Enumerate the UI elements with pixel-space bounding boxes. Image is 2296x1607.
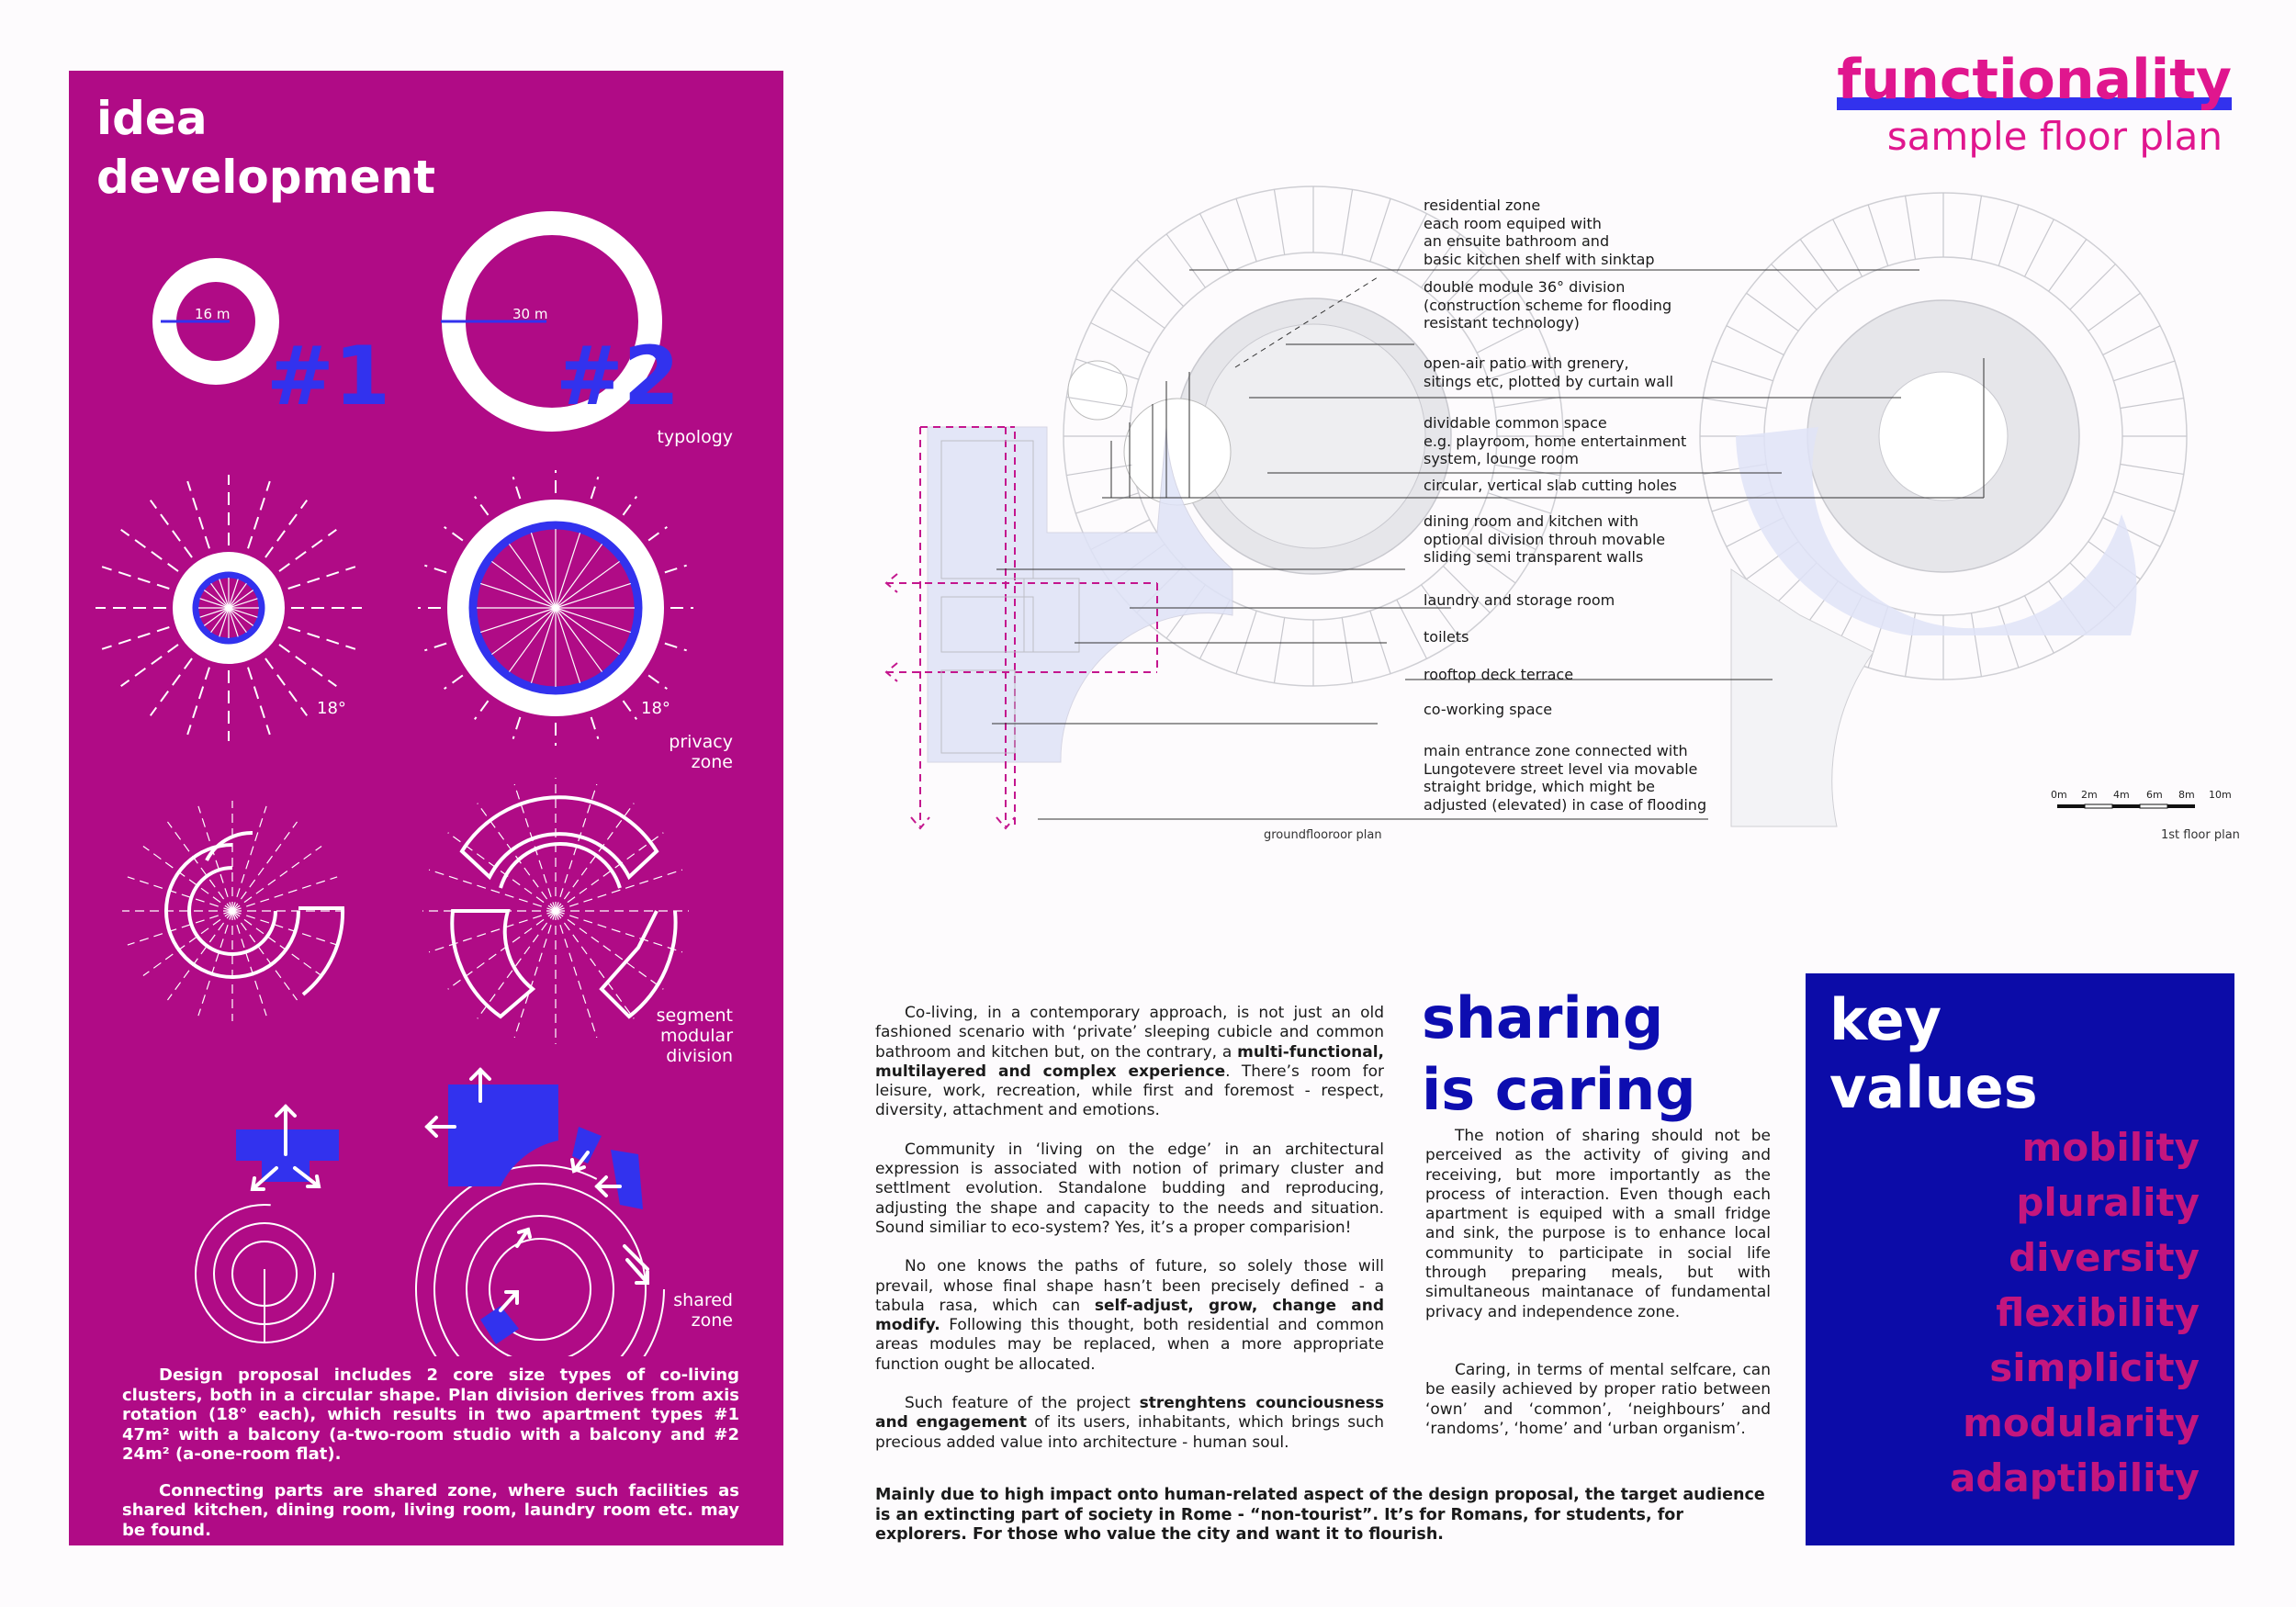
shared-block-4 xyxy=(611,1150,643,1209)
ray-line xyxy=(167,911,232,1000)
ray-line xyxy=(121,530,178,571)
ray-line xyxy=(1972,613,1982,677)
ray-line xyxy=(232,846,321,911)
ray-line xyxy=(102,627,169,649)
key-value-item: simplicity xyxy=(1989,1345,2200,1390)
ray-line xyxy=(445,527,463,541)
ray-line xyxy=(648,527,667,541)
sharing-text xyxy=(1425,1127,1771,1478)
annotation-co-working: co-working space xyxy=(1424,701,1553,718)
ray-line xyxy=(187,668,209,735)
ray-line xyxy=(187,481,209,548)
ray-line xyxy=(219,608,229,636)
ray-line xyxy=(232,911,321,976)
key-values-panel xyxy=(1806,973,2234,1545)
ray-line xyxy=(665,566,687,573)
ray-line xyxy=(648,675,667,689)
ray-line xyxy=(1236,611,1256,673)
ray-line xyxy=(229,579,238,608)
ray-line xyxy=(1488,493,1550,513)
ray-line xyxy=(198,911,232,1016)
idea-diagrams xyxy=(69,71,783,1356)
ground-floor-caption: groundflooroor plan xyxy=(1264,828,1382,842)
ray-line xyxy=(591,477,599,499)
scale-label-4: 4m xyxy=(2113,789,2130,801)
scale-label-10: 10m xyxy=(2209,789,2232,801)
scale-label-6: 6m xyxy=(2146,789,2163,801)
ray-line xyxy=(429,870,556,911)
ray-line xyxy=(556,533,580,608)
ray-line xyxy=(1397,600,1427,658)
ray-line xyxy=(200,599,229,608)
ray-line xyxy=(2113,361,2175,381)
radius-label-1: 16 m xyxy=(195,306,231,322)
radius-label-2: 30 m xyxy=(512,306,548,322)
ray-line xyxy=(556,561,620,608)
ray-line xyxy=(1868,205,1888,266)
ray-line xyxy=(1370,611,1390,673)
annotation-slab-holes: circular, vertical slab cutting holes xyxy=(1424,477,1677,494)
annotation-laundry: laundry and storage room xyxy=(1424,591,1615,609)
annotation-double-module: double module 36° division (construction scheme for flooding resistant technology) xyxy=(1424,278,1672,332)
ray-line xyxy=(128,911,232,945)
ray-line xyxy=(265,658,307,715)
ray-line xyxy=(429,911,556,952)
ray-line xyxy=(288,567,355,589)
ray-line xyxy=(279,530,336,571)
scale-label-8: 8m xyxy=(2178,789,2195,801)
ray-line xyxy=(288,627,355,649)
ray-line xyxy=(1342,618,1352,683)
ray-line xyxy=(204,608,229,625)
ray-line xyxy=(531,608,556,683)
ray-line xyxy=(232,806,266,911)
key-values-list xyxy=(1950,1120,2200,1506)
ray-line xyxy=(229,608,246,633)
ray-line xyxy=(1200,214,1231,273)
ray-line xyxy=(509,544,556,608)
ray-line xyxy=(279,645,336,686)
ray-line xyxy=(2070,264,2115,309)
ray-line xyxy=(1091,323,1150,354)
ray-line xyxy=(1772,264,1817,309)
essay-p3: No one knows the paths of future, so solely those will prevail, whose final shape hasn’t been precisely defined - a tabula rasa, which can self-adjust, grow, change and modify. Following this thought, both residential and common areas modules may be replaced, when a more appropriate function ought be allocated. xyxy=(875,1257,1384,1374)
ray-line xyxy=(623,701,636,719)
ray-line xyxy=(480,608,556,633)
type-1-label: #1 xyxy=(266,329,390,423)
ray-line xyxy=(531,533,556,608)
ray-line xyxy=(102,567,169,589)
key-value-item: mobility xyxy=(2021,1125,2200,1170)
ray-line xyxy=(167,822,232,911)
key-value-item: flexibility xyxy=(1996,1290,2200,1335)
ray-line xyxy=(424,644,446,651)
ray-line xyxy=(2088,293,2141,331)
ray-line xyxy=(556,608,602,672)
annotation-dividable-common-space: dividable common space e.g. playroom, home entertainment system, lounge room xyxy=(1424,414,1687,467)
ray-line xyxy=(556,870,682,911)
ray-line xyxy=(556,911,682,952)
ray-line xyxy=(1800,240,1838,292)
ray-line xyxy=(1998,606,2019,668)
ray-line xyxy=(232,911,298,1000)
scale-label-2: 2m xyxy=(2081,789,2098,801)
ray-line xyxy=(623,497,636,515)
shared-block-2 xyxy=(448,1084,558,1186)
scale-bar xyxy=(2057,804,2195,808)
ray-line xyxy=(2049,240,2087,292)
ray-line xyxy=(1111,289,1165,328)
ray-line xyxy=(128,877,232,911)
ray-line xyxy=(151,500,192,557)
ray-line xyxy=(1833,219,1863,276)
ray-line xyxy=(424,566,446,573)
ray-line xyxy=(143,911,232,976)
ray-line xyxy=(509,608,556,672)
ray-line xyxy=(2103,326,2160,355)
type-2-label: #2 xyxy=(556,329,680,423)
ray-line xyxy=(198,806,232,911)
design-description xyxy=(122,1365,739,1556)
ray-line xyxy=(480,583,556,608)
ray-line xyxy=(665,644,687,651)
ray-line xyxy=(229,608,257,617)
ray-line xyxy=(248,668,270,735)
caption-segment-modular-division: segment modular division xyxy=(656,1006,733,1066)
key-value-item: modularity xyxy=(1963,1400,2200,1445)
ray-line xyxy=(2121,465,2184,475)
ray-line xyxy=(591,717,599,739)
section-title: functionality xyxy=(1837,48,2232,112)
ray-line xyxy=(448,833,556,911)
ray-line xyxy=(229,583,246,608)
annotation-residential-zone: residential zone each room equiped with an ensuite bathroom and basic kitchen shelf with sinktap xyxy=(1424,197,1655,268)
privacy-spokes-2 xyxy=(477,529,635,687)
ray-line xyxy=(229,608,238,636)
key-values-title: key values xyxy=(1829,986,2038,1121)
annotation-dining-kitchen: dining room and kitchen with optional division throuh movable sliding semi transparent walls xyxy=(1424,512,1666,566)
ray-line xyxy=(1274,189,1284,254)
ray-line xyxy=(1495,397,1560,407)
ray-line xyxy=(1342,189,1352,254)
ray-line xyxy=(513,477,521,499)
ray-line xyxy=(1397,214,1427,273)
shared-zone-1 xyxy=(196,1205,333,1343)
ray-line xyxy=(556,544,602,608)
ray-line xyxy=(143,846,232,911)
ray-line xyxy=(232,911,266,1016)
annotation-toilets: toilets xyxy=(1424,628,1469,646)
ray-line xyxy=(229,590,253,608)
ray-line xyxy=(265,500,307,557)
ray-line xyxy=(1137,260,1184,307)
ray-line xyxy=(211,608,229,633)
ray-line xyxy=(1972,196,1982,259)
ray-line xyxy=(211,583,229,608)
ray-line xyxy=(445,675,463,689)
sharing-p1: The notion of sharing should not be perceived as the activity of giving and receiving, but more importantly as the process of interaction. Even though each apartment is equiped with a small fridge and sink, the purpose is to enhance local community to participate in social life through preparing meals, but with simultaneous maintanace of fundamental privacy and independence zone. xyxy=(1425,1127,1771,1321)
ray-line xyxy=(248,481,270,548)
section-subtitle: sample floor plan xyxy=(1886,114,2223,159)
ray-line xyxy=(556,608,631,633)
ray-line xyxy=(556,911,597,1038)
caption-shared-zone: shared zone xyxy=(673,1290,733,1331)
sharing-p2: Caring, in terms of mental selfcare, can be easily achieved by proper ratio between ‘own’ and ‘common’, ‘neighbours’ and ‘randoms’, ‘home’ and ‘urban organism’. xyxy=(1425,1360,1771,1438)
ray-line xyxy=(229,608,253,625)
ray-line xyxy=(556,608,580,683)
key-value-item: adaptibility xyxy=(1950,1455,2200,1500)
caption-privacy-zone: privacy zone xyxy=(669,732,733,772)
key-value-item: plurality xyxy=(2016,1180,2200,1225)
coliving-essay xyxy=(875,1004,1384,1472)
target-audience-text: Mainly due to high impact onto human-related aspect of the design proposal, the target audience is an extincting part of society in Rome - “non-tourist”. It’s for Romans, for students, for explorers. For those who value the city and want it to flourish. xyxy=(875,1486,1765,1544)
scale-label-0: 0m xyxy=(2051,789,2067,801)
first-floor-plan xyxy=(1700,193,2187,826)
ray-line xyxy=(219,579,229,608)
ray-line xyxy=(232,911,337,945)
ray-line xyxy=(491,561,556,608)
key-value-item: diversity xyxy=(2009,1235,2200,1280)
essay-p2: Community in ‘living on the edge’ in an architectural expression is associated with notion of primary cluster and settlment evolution. Standalone budding and reproducing, adjusting the shape and capacity to the needs and situation. Sound similiar to eco-system? Yes, it’s a proper comparision! xyxy=(875,1140,1384,1237)
annotation-rooftop-terrace: rooftop deck terrace xyxy=(1424,666,1574,683)
ray-line xyxy=(491,608,556,655)
ray-line xyxy=(232,877,337,911)
shared-block-3 xyxy=(572,1127,602,1163)
ray-line xyxy=(151,658,192,715)
segment-rays-2 xyxy=(422,778,689,1044)
ray-line xyxy=(1906,196,1916,259)
annotation-open-air-patio: open-air patio with grenery, sitings etc, plotted by curtain wall xyxy=(1424,354,1674,390)
ray-line xyxy=(204,590,229,608)
angle-label-2: 18° xyxy=(641,699,670,718)
annotation-main-entrance: main entrance zone connected with Lungotevere street level via movable straight bridge, which might be adjusted (elevated) in case of flooding xyxy=(1424,742,1707,814)
ray-line xyxy=(2025,219,2054,276)
ray-line xyxy=(1166,234,1205,287)
ray-line xyxy=(513,717,521,739)
ray-line xyxy=(200,608,229,617)
design-description-p2: Connecting parts are shared zone, where such facilities as shared kitchen, dining room, living room, laundry room etc. may be found. xyxy=(122,1480,739,1540)
segment-division-2 xyxy=(452,797,675,1017)
ray-line xyxy=(556,583,631,608)
ray-line xyxy=(121,645,178,686)
ray-line xyxy=(1274,618,1284,683)
ray-line xyxy=(1370,198,1390,261)
ray-line xyxy=(2121,399,2184,409)
ray-line xyxy=(1703,399,1766,409)
angle-label-1: 18° xyxy=(317,699,346,718)
ray-line xyxy=(1998,205,2019,266)
essay-p1: Co-living, in a contemporary approach, is not just an old fashioned scenario with ‘private’ sleeping cubicle and common bathroom and kitchen but, on the contrary, a multi-functional, multilayered and complex experience. There’s room for leisure, work, recreation, while first and foremost - respect, diversity, attachment and emotions. xyxy=(875,1004,1384,1120)
first-floor-caption: 1st floor plan xyxy=(2161,828,2240,842)
ray-line xyxy=(1066,465,1131,475)
ray-line xyxy=(229,599,257,608)
design-description-p1: Design proposal includes 2 core size types of co-living clusters, both in a circular shape. Plan division derives from axis rotation (18° each), which results in two apartment types #1 47m² with a balcony (a-two-room studio with a balcony and #2 24m² (a-one-room flat). xyxy=(122,1365,739,1464)
idea-development-panel xyxy=(69,71,783,1545)
ray-line xyxy=(475,497,489,515)
caption-typology: typology xyxy=(657,427,733,447)
ray-line xyxy=(1236,198,1256,261)
title-line-2: development xyxy=(96,151,435,204)
ray-line xyxy=(475,701,489,719)
ray-line xyxy=(2113,491,2175,511)
ray-line xyxy=(556,804,634,911)
sharing-is-caring-title: sharing is caring xyxy=(1422,984,1696,1123)
title-line-1: idea xyxy=(96,92,208,145)
essay-p4: Such feature of the project strenghtens counciousness and engagement of its users, inhabitants, which brings such precious added value into architecture - human soul. xyxy=(875,1394,1385,1452)
ray-line xyxy=(556,608,620,655)
